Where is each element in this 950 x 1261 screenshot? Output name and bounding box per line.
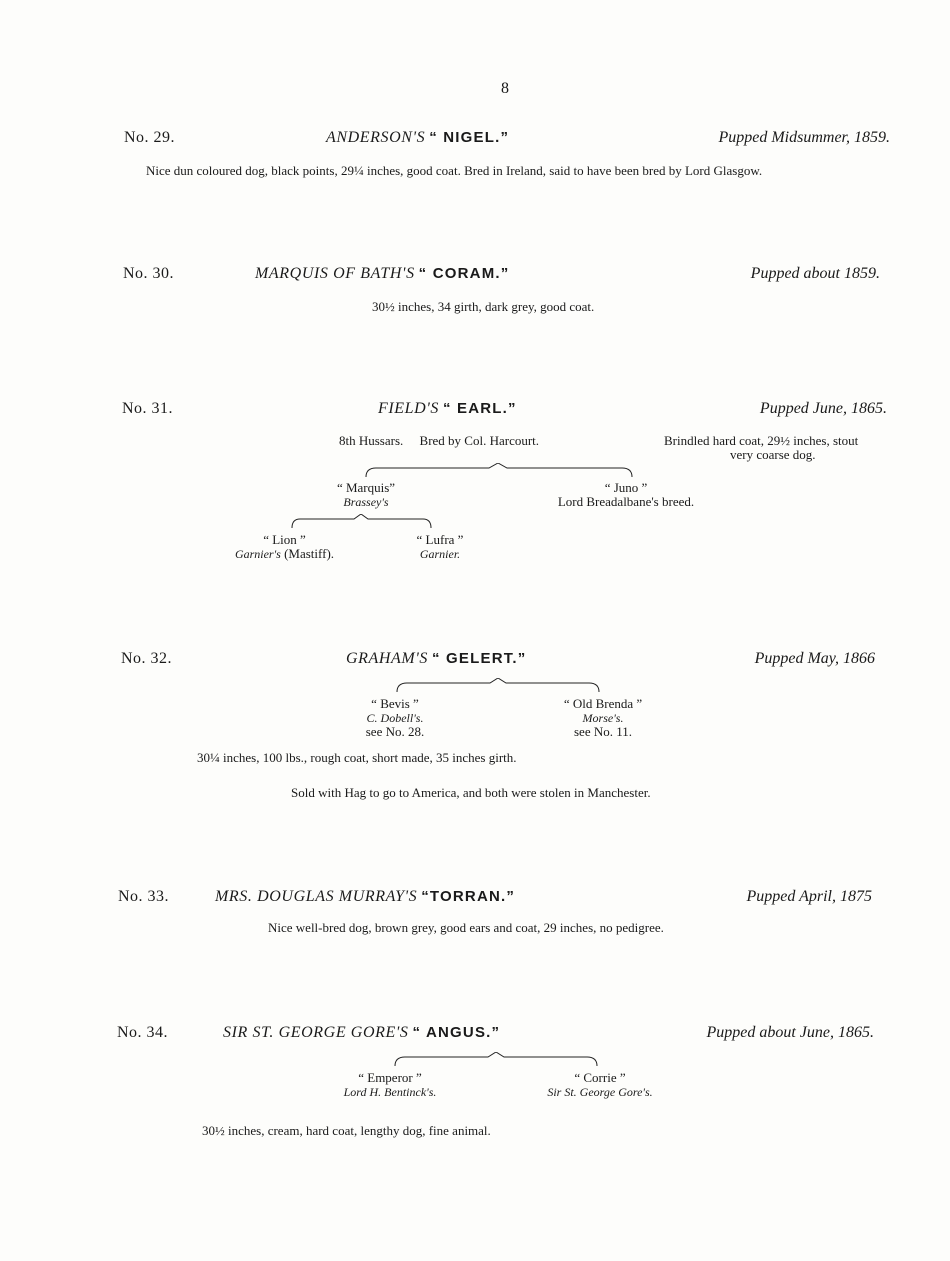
sire-owner: C. Dobell's. bbox=[366, 711, 424, 725]
pedigree-sire bbox=[340, 697, 450, 739]
pedigree-brace-sub bbox=[290, 514, 435, 530]
pedigree-dam bbox=[548, 697, 658, 739]
entry-number: No. 32. bbox=[121, 650, 173, 667]
entry-number: No. 33. bbox=[118, 888, 170, 905]
sire-name: “ Marquis” bbox=[336, 480, 396, 495]
pupped-date: Pupped April, 1875 bbox=[746, 888, 872, 905]
pupped-date: Pupped about 1859. bbox=[750, 265, 880, 282]
dam-reference: see No. 11. bbox=[573, 724, 632, 739]
granddam-owner: Garnier. bbox=[419, 547, 461, 561]
sire-name: “ Emperor ” bbox=[358, 1070, 422, 1085]
entry-title bbox=[223, 1024, 500, 1042]
entry-title bbox=[255, 265, 509, 283]
granddam-name: “ Lufra ” bbox=[416, 532, 464, 547]
owner-name: FIELD'S bbox=[378, 400, 439, 417]
side-note-continued: very coarse dog. bbox=[730, 447, 816, 462]
pedigree-brace bbox=[395, 678, 601, 694]
entry-title bbox=[346, 650, 527, 668]
grandsire-owner: Garnier's bbox=[234, 547, 281, 561]
owner-name: MARQUIS OF BATH'S bbox=[255, 265, 415, 282]
grandsire-name: “ Lion ” bbox=[263, 532, 306, 547]
entry-number: No. 34. bbox=[117, 1024, 169, 1041]
pedigree-grandsire bbox=[222, 533, 347, 561]
entry-description: 30½ inches, 34 girth, dark grey, good coat. bbox=[372, 299, 595, 314]
entry-title bbox=[215, 888, 515, 906]
sire-owner: Brassey's bbox=[343, 495, 389, 509]
pupped-date: Pupped Midsummer, 1859. bbox=[718, 129, 890, 146]
dam-name: “ Corrie ” bbox=[574, 1070, 626, 1085]
pupped-date: Pupped May, 1866 bbox=[754, 650, 875, 667]
dog-name: “ ANGUS.” bbox=[412, 1024, 501, 1041]
owner-name: MRS. DOUGLAS MURRAY'S bbox=[215, 888, 418, 905]
entry-description: 30¼ inches, 100 lbs., rough coat, short made, 35 inches girth. bbox=[197, 750, 517, 765]
grandsire-note: (Mastiff). bbox=[280, 546, 335, 561]
entry-description: Nice dun coloured dog, black points, 29¼ inches, good coat. Bred in Ireland, said to have been bred by Lord Glasgow. bbox=[146, 163, 763, 178]
owner-name: SIR ST. GEORGE GORE'S bbox=[223, 1024, 409, 1041]
dog-name: “TORRAN.” bbox=[421, 888, 516, 905]
entry-description: 30½ inches, cream, hard coat, lengthy dog, fine animal. bbox=[202, 1123, 491, 1138]
owner-name: GRAHAM'S bbox=[346, 650, 428, 667]
dam-owner: Morse's. bbox=[582, 711, 624, 725]
dam-owner: Sir St. George Gore's. bbox=[547, 1085, 653, 1099]
page-number: 8 bbox=[501, 80, 509, 97]
entry-title bbox=[326, 129, 509, 147]
pedigree-brace bbox=[393, 1052, 599, 1068]
dog-name: “ GELERT.” bbox=[431, 650, 527, 667]
entry-title bbox=[378, 400, 517, 418]
pupped-date: Pupped June, 1865. bbox=[759, 400, 887, 417]
entry-description: Nice well-bred dog, brown grey, good ears and coat, 29 inches, no pedigree. bbox=[268, 920, 664, 935]
dam-owner: Lord Breadalbane's breed. bbox=[557, 494, 695, 509]
dog-name: “ EARL.” bbox=[442, 400, 517, 417]
pedigree-brace bbox=[364, 463, 634, 479]
sire-owner: Lord H. Bentinck's. bbox=[343, 1085, 437, 1099]
breeder-note: 8th Hussars. Bred by Col. Harcourt. bbox=[339, 433, 540, 448]
entry-number: No. 31. bbox=[122, 400, 174, 417]
dog-name: “ CORAM.” bbox=[418, 265, 510, 282]
entry-note: Sold with Hag to go to America, and both were stolen in Manchester. bbox=[291, 785, 651, 800]
dam-name: “ Old Brenda ” bbox=[563, 696, 643, 711]
pedigree-dam bbox=[525, 1071, 675, 1099]
side-note: Brindled hard coat, 29½ inches, stout bbox=[664, 433, 859, 448]
sire-reference: see No. 28. bbox=[365, 724, 425, 739]
dog-name: “ NIGEL.” bbox=[429, 129, 510, 146]
pedigree-granddam bbox=[390, 533, 490, 561]
pedigree-dam bbox=[540, 481, 712, 509]
pedigree-sire bbox=[306, 481, 426, 509]
dam-name: “ Juno ” bbox=[604, 480, 648, 495]
pupped-date: Pupped about June, 1865. bbox=[706, 1024, 874, 1041]
pedigree-sire bbox=[320, 1071, 460, 1099]
entry-number: No. 29. bbox=[124, 129, 176, 146]
entry-number: No. 30. bbox=[123, 265, 175, 282]
owner-name: ANDERSON'S bbox=[326, 129, 426, 146]
sire-name: “ Bevis ” bbox=[371, 696, 419, 711]
